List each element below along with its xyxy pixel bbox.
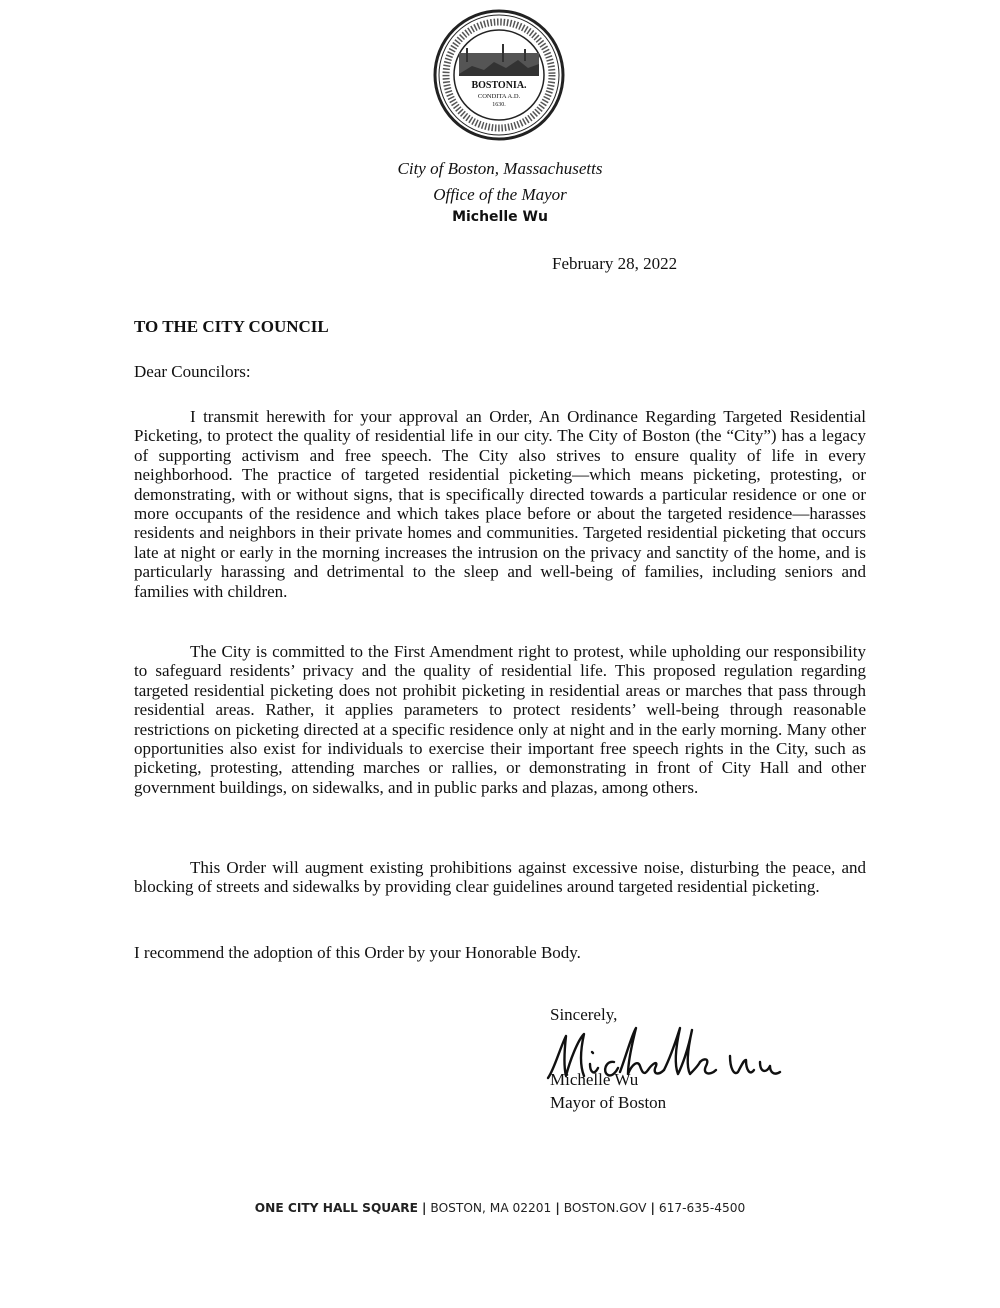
footer-contact: [100, 1201, 900, 1215]
recommendation-line: I recommend the adoption of this Order by your Honorable Body.: [134, 943, 581, 962]
body-paragraph-2: The City is committed to the First Amendment right to protest, while upholding our responsibility to safeguard residents’ privacy and the quality of residential life. This proposed regulation regarding targeted residential picketing does not prohibit picketing in residential areas or marches that pass through residential areas. Rather, it applies parameters to protect residents’ well-being through reasonable restrictions on picketing directed at a specific residence only at night and in the early morning. Many other opportunities also exist for individuals to exercise their important free speech rights in the City, such as picketing, protesting, attending marches or rallies, or demonstrating in front of City Hall and other government buildings, on sidewalks, and in public parks and plazas, among others.: [134, 642, 866, 797]
footer-phone: 617-635-4500: [658, 1201, 746, 1215]
closing: Sincerely,: [550, 1005, 618, 1024]
salutation: Dear Councilors:: [134, 362, 251, 381]
header-mayor-name: Michelle Wu: [452, 209, 548, 225]
header-city: City of Boston, Massachusetts: [397, 159, 603, 178]
seal-text-year: 1630.: [492, 102, 506, 108]
body-paragraph-3: This Order will augment existing prohibitions against excessive noise, disturbing the peace, and blocking of streets and sidewalks by providing clear guidelines around targeted residential picketing.: [134, 858, 866, 897]
footer-city: BOSTON, MA 02201: [430, 1201, 552, 1215]
seal-text-condita: CONDITA A.D.: [477, 93, 521, 100]
header-office: Office of the Mayor: [433, 185, 567, 204]
seal-text-bostonia: BOSTONIA.: [471, 80, 527, 91]
city-seal: [432, 8, 566, 142]
footer-separator: |: [650, 1201, 655, 1215]
signer-name: Michelle Wu: [550, 1070, 639, 1089]
footer-address: ONE CITY HALL SQUARE: [254, 1201, 418, 1215]
body-paragraph-1: I transmit herewith for your approval an Order, An Ordinance Regarding Targeted Residential Picketing, to protect the quality of residential life in our city. The City of Boston (the “City”) has a legacy of supporting activism and free speech. The City also strives to ensure quality of life in every neighborhood. The practice of targeted residential picketing—which means picketing, protesting, or demonstrating, with or without signs, that is specifically directed towards a particular residence or one or more occupants of the residence and which takes place before or about the targeted residence—harasses residents and neighbors in their private homes and communities. Targeted residential picketing that occurs late at night or early in the morning increases the intrusion on the privacy and sanctity of the home, and is particularly harassing and detrimental to the sleep and well-being of families, including seniors and families with children.: [134, 407, 866, 601]
signer-title: Mayor of Boston: [550, 1093, 667, 1112]
footer-separator: |: [555, 1201, 560, 1215]
recipient-heading: TO THE CITY COUNCIL: [134, 317, 329, 336]
footer-website: BOSTON.GOV: [563, 1201, 647, 1215]
letter-date: February 28, 2022: [552, 254, 678, 273]
footer-separator: |: [421, 1201, 427, 1215]
